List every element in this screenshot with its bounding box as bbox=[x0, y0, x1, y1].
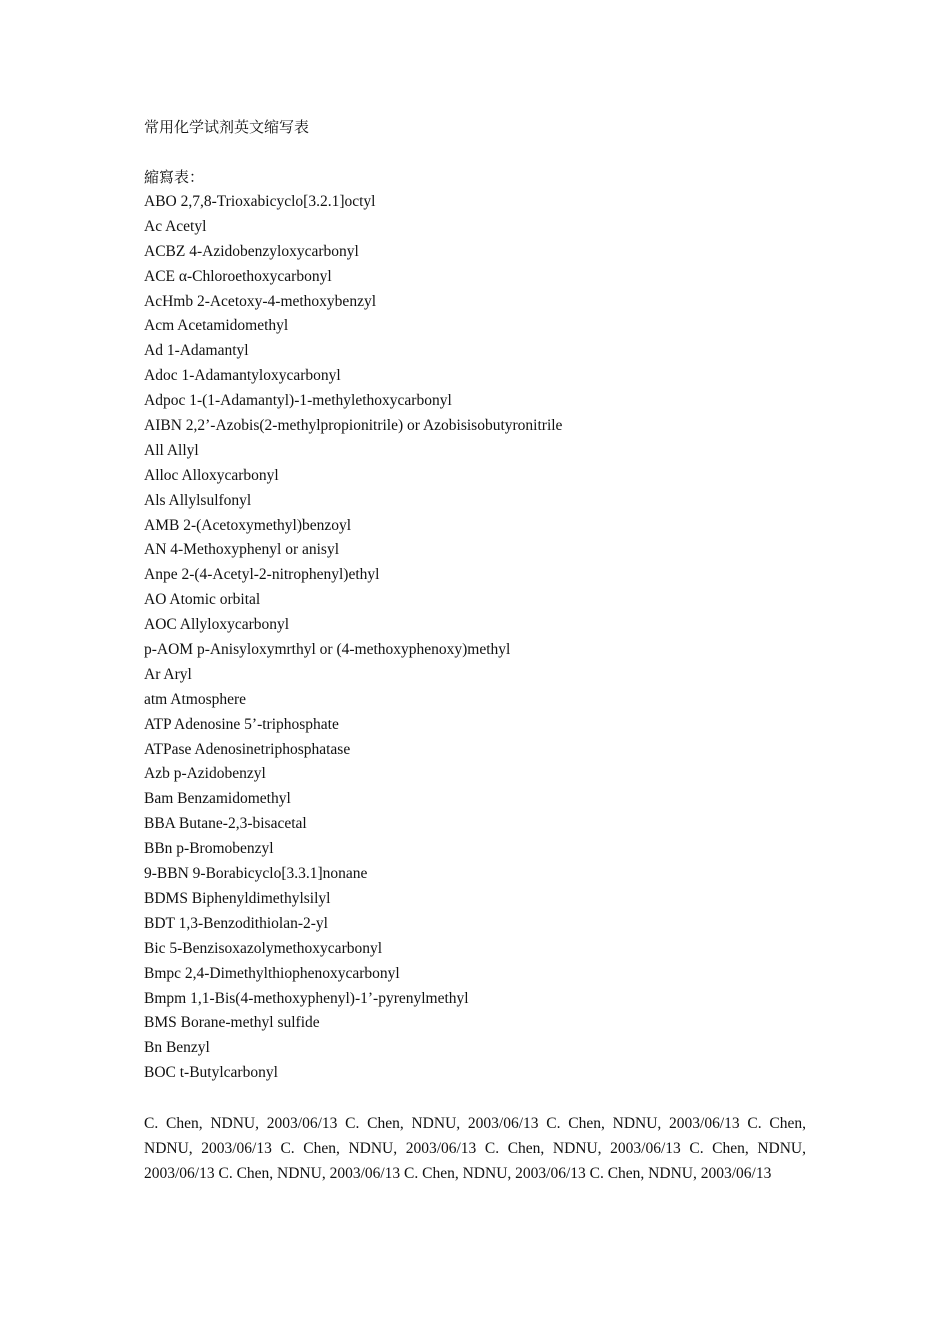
list-item: Azb p-Azidobenzyl bbox=[144, 765, 266, 783]
list-item: ATPase Adenosinetriphosphatase bbox=[144, 740, 351, 758]
list-item: p-AOM p-Anisyloxymrthyl or (4-methoxyphenoxy)methyl bbox=[144, 641, 511, 659]
list-item: ACE α-Chloroethoxycarbonyl bbox=[144, 267, 332, 285]
list-item: AO Atomic orbital bbox=[144, 591, 261, 609]
list-item: 9-BBN 9-Borabicyclo[3.3.1]nonane bbox=[144, 865, 368, 883]
footer-attribution: C. Chen, NDNU, 2003/06/13 C. Chen, NDNU, 2003/06/13 C. Chen, NDNU, 2003/06/13 C. Chen, NDNU, 2003/06/13 C. Chen, NDNU, 2003/06/13 C. Chen, NDNU, 2003/06/13 C. Chen, NDNU, 2003/06/13 C. Chen, NDNU, 2003/06/13 C. Chen, NDNU, 2003/06/13 C. Chen, NDNU, 2003/06/13 bbox=[144, 1115, 806, 1182]
list-item: AIBN 2,2’-Azobis(2-methylpropionitrile) or Azobisisobutyronitrile bbox=[144, 417, 563, 435]
list-item: Bmpm 1,1-Bis(4-methoxyphenyl)-1’-pyrenylmethyl bbox=[144, 989, 469, 1007]
list-item: Adpoc 1-(1-Adamantyl)-1-methylethoxycarbonyl bbox=[144, 392, 452, 410]
list-item: ATP Adenosine 5’-triphosphate bbox=[144, 715, 339, 733]
document-page bbox=[144, 116, 806, 1187]
list-item: AcHmb 2-Acetoxy-4-methoxybenzyl bbox=[144, 292, 377, 310]
document-title: 常用化学试剂英文缩写表 bbox=[144, 120, 310, 136]
list-item: Ac Acetyl bbox=[144, 217, 207, 235]
list-item: Alloc Alloxycarbonyl bbox=[144, 466, 279, 484]
list-item: Acm Acetamidomethyl bbox=[144, 317, 289, 335]
list-item: AN 4-Methoxyphenyl or anisyl bbox=[144, 541, 340, 559]
abbreviation-list bbox=[144, 190, 806, 1086]
list-item: ABO 2,7,8-Trioxabicyclo[3.2.1]octyl bbox=[144, 193, 376, 210]
list-item: Bmpc 2,4-Dimethylthiophenoxycarbonyl bbox=[144, 964, 400, 982]
list-item: ACBZ 4-Azidobenzyloxycarbonyl bbox=[144, 242, 359, 260]
list-item: BBn p-Bromobenzyl bbox=[144, 840, 274, 858]
list-item: Ad 1-Adamantyl bbox=[144, 342, 249, 360]
list-item: All Allyl bbox=[144, 441, 199, 459]
section-heading: 縮寫表： bbox=[144, 170, 205, 186]
list-item: AMB 2-(Acetoxymethyl)benzoyl bbox=[144, 516, 352, 534]
list-item: AOC Allyloxycarbonyl bbox=[144, 616, 290, 634]
list-item: Bic 5-Benzisoxazolymethoxycarbonyl bbox=[144, 939, 383, 957]
list-item: Bam Benzamidomethyl bbox=[144, 790, 291, 808]
list-item: BDMS Biphenyldimethylsilyl bbox=[144, 889, 331, 907]
list-item: Als Allylsulfonyl bbox=[144, 491, 252, 509]
list-item: BOC t-Butylcarbonyl bbox=[144, 1064, 278, 1082]
list-item: Adoc 1-Adamantyloxycarbonyl bbox=[144, 367, 341, 385]
list-item: BBA Butane-2,3-bisacetal bbox=[144, 815, 307, 833]
list-item: Anpe 2-(4-Acetyl-2-nitrophenyl)ethyl bbox=[144, 566, 380, 584]
list-item: atm Atmosphere bbox=[144, 690, 247, 708]
list-item: BMS Borane-methyl sulfide bbox=[144, 1014, 320, 1032]
list-item: Bn Benzyl bbox=[144, 1039, 210, 1057]
list-item: BDT 1,3-Benzodithiolan-2-yl bbox=[144, 914, 328, 932]
list-item: Ar Aryl bbox=[144, 665, 192, 683]
